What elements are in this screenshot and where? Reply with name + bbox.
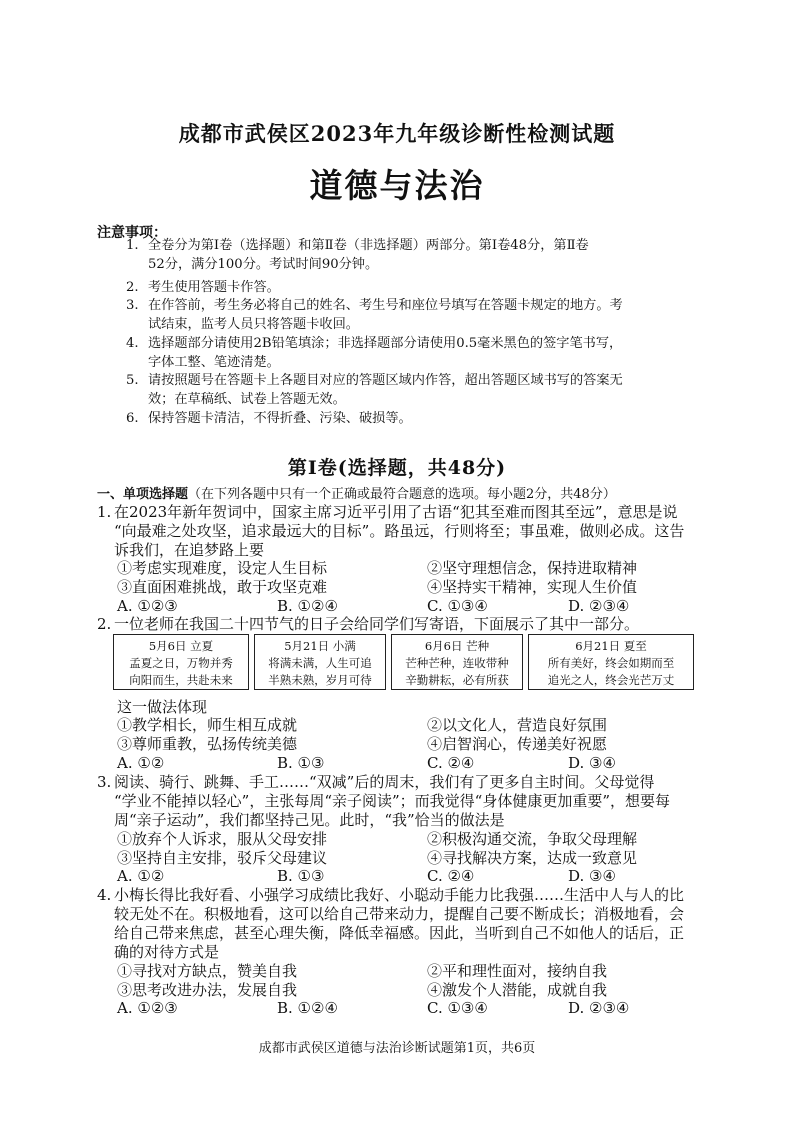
statement-option: ④坚持实干精神，实现人生价值: [427, 578, 638, 596]
notice-item-number: 4.: [126, 336, 139, 351]
answer-option-c: C. ①③④: [427, 597, 488, 615]
notice-item-line: 字体工整、笔迹清楚。: [148, 355, 280, 370]
answer-option-b: B. ①②④: [277, 597, 338, 615]
page-footer: 成都市武侯区道德与法治诊断试题第1页，共6页: [258, 1041, 536, 1056]
section-instruction-row: [97, 483, 616, 502]
notice-item-number: 3.: [126, 298, 139, 313]
answer-option-b: B. ①③: [277, 754, 325, 772]
statement-option: ②平和理性面对，接纳自我: [427, 962, 608, 980]
statement-option: ①考虑实现难度，设定人生目标: [117, 559, 328, 577]
answer-option-d: D. ②③④: [568, 597, 630, 615]
exam-subject: 道德与法治: [309, 166, 485, 205]
statement-option: ④激发个人潜能，成就自我: [427, 981, 608, 999]
notice-item-number: 6.: [126, 411, 139, 426]
answer-option-c: C. ①③④: [427, 999, 488, 1017]
question-number: 4.: [97, 886, 112, 904]
question-line: 阅读、骑行、跳舞、手工……“双减”后的周末，我们有了更多自主时间。父母觉得: [114, 773, 655, 791]
notice-item-line: 全卷分为第Ⅰ卷（选择题）和第Ⅱ卷（非选择题）两部分。第Ⅰ卷48分，第Ⅱ卷: [148, 238, 589, 253]
statement-option: ②以文化人，营造良好氛围: [427, 716, 608, 734]
question-line: 一位老师在我国二十四节气的日子会给同学们写寄语，下面展示了其中一部分。: [114, 615, 640, 633]
question-line: 周“亲子运动”，我们都坚持己见。此时，“我”恰当的做法是: [114, 811, 505, 829]
card-line: 向阳而生，共赴未来: [129, 673, 233, 687]
question-line: 给自己带来焦虑，甚至心理失衡，降低幸福感。因此，当听到自己不如他人的话后，正: [114, 924, 685, 942]
answer-option-c: C. ②④: [427, 867, 475, 885]
notice-item-line: 保持答题卡清洁，不得折叠、污染、破损等。: [148, 411, 412, 426]
solar-term-card: [254, 634, 386, 690]
card-heading: 5月21日 小满: [284, 639, 356, 653]
card-line: 芒种芒种，连收带种: [405, 656, 509, 670]
notice-heading: 注意事项：: [97, 225, 167, 241]
statement-option: ①教学相长，师生相互成就: [117, 716, 298, 734]
notice-item-line: 考生使用答题卡作答。: [148, 280, 280, 295]
card-line: 辛勤耕耘，必有所获: [405, 673, 509, 687]
statement-option: ④寻找解决方案，达成一致意见: [427, 849, 638, 867]
notice-item-line: 选择题部分请使用2B铅笔填涂；非选择题部分请使用0.5毫米黑色的签字笔书写，: [148, 336, 623, 351]
section-title: 第Ⅰ卷(选择题，共48分): [287, 457, 507, 479]
card-line: 将满未满，人生可追: [268, 656, 372, 670]
answer-option-d: D. ②③④: [568, 999, 630, 1017]
notice-item-line: 效；在草稿纸、试卷上答题无效。: [148, 392, 346, 407]
notice-item-number: 1.: [126, 238, 139, 253]
card-line: 追光之人，终会光芒万丈: [547, 673, 675, 687]
question-line: 这一做法体现: [117, 698, 208, 716]
answer-option-c: C. ②④: [427, 754, 475, 772]
notice-item-line: 52分，满分100分。考试时间90分钟。: [148, 257, 379, 272]
answer-option-d: D. ③④: [568, 867, 616, 885]
question-line: 小梅长得比我好看、小强学习成绩比我好、小聪动手能力比我强……生活中人与人的比: [114, 886, 685, 904]
answer-option-d: D. ③④: [568, 754, 616, 772]
card-line: 所有美好，终会如期而至: [547, 656, 675, 670]
question-line: 在2023年新年贺词中，国家主席习近平引用了古语“犯其至难而图其至远”，意思是说: [114, 503, 678, 521]
question-number: 1.: [97, 503, 112, 521]
answer-option-b: B. ①③: [277, 867, 325, 885]
card-line: 孟夏之日，万物并秀: [129, 656, 233, 670]
section-part-label: 一、单项选择题: [97, 487, 189, 502]
answer-option-a: A. ①②③: [117, 597, 178, 615]
question-line: 确的对待方式是: [114, 943, 220, 961]
notice-item-line: 请按照题号在答题卡上各题目对应的答题区域内作答，超出答题区域书写的答案无: [148, 373, 623, 388]
solar-term-card: [391, 634, 523, 690]
statement-option: ②坚守理想信念，保持进取精神: [427, 559, 638, 577]
card-heading: 6月21日 夏至: [575, 639, 647, 653]
question-number: 2.: [97, 615, 112, 633]
question-number: 3.: [97, 773, 112, 791]
notice-item-number: 2.: [126, 280, 139, 295]
card-heading: 6月6日 芒种: [424, 639, 490, 653]
solar-term-card: [113, 634, 249, 690]
exam-title: 成都市武侯区2023年九年级诊断性检测试题: [178, 121, 616, 146]
card-heading: 5月6日 立夏: [148, 639, 214, 653]
statement-option: ③坚持自主安排，驳斥父母建议: [117, 849, 328, 867]
notice-item-line: 在作答前，考生务必将自己的姓名、考生号和座位号填写在答题卡规定的地方。考: [148, 298, 623, 313]
statement-option: ③思考改进办法，发展自我: [117, 981, 298, 999]
answer-option-a: A. ①②: [117, 867, 165, 885]
notice-item-number: 5.: [126, 373, 139, 388]
answer-option-a: A. ①②: [117, 754, 165, 772]
answer-option-a: A. ①②③: [117, 999, 178, 1017]
statement-option: ③尊师重教，弘扬传统美德: [117, 735, 298, 753]
question-line: “向最难之处攻坚，追求最远大的目标”。路虽远，行则将至；事虽难，做则必成。这告: [114, 522, 685, 540]
statement-option: ①寻找对方缺点，赞美自我: [117, 962, 298, 980]
question-line: “学业不能掉以轻心”，主张每周“亲子阅读”；而我觉得“身体健康更加重要”，想要每: [114, 792, 671, 810]
solar-term-card: [528, 634, 694, 690]
section-part-instruction: （在下列各题中只有一个正确或最符合题意的选项。每小题2分，共48分）: [188, 487, 616, 502]
statement-option: ④启智润心，传递美好祝愿: [427, 735, 608, 753]
notice-item-line: 试结束，监考人员只将答题卡收回。: [148, 317, 359, 332]
question-line: 诉我们，在追梦路上要: [114, 541, 265, 559]
card-line: 半熟未熟，岁月可待: [268, 673, 372, 687]
statement-option: ②积极沟通交流，争取父母理解: [427, 830, 638, 848]
statement-option: ③直面困难挑战，敢于攻坚克难: [117, 578, 328, 596]
answer-option-b: B. ①②④: [277, 999, 338, 1017]
question-line: 较无处不在。积极地看，这可以给自己带来动力，提醒自己要不断成长；消极地看，会: [114, 905, 685, 923]
statement-option: ①放弃个人诉求，服从父母安排: [117, 830, 328, 848]
